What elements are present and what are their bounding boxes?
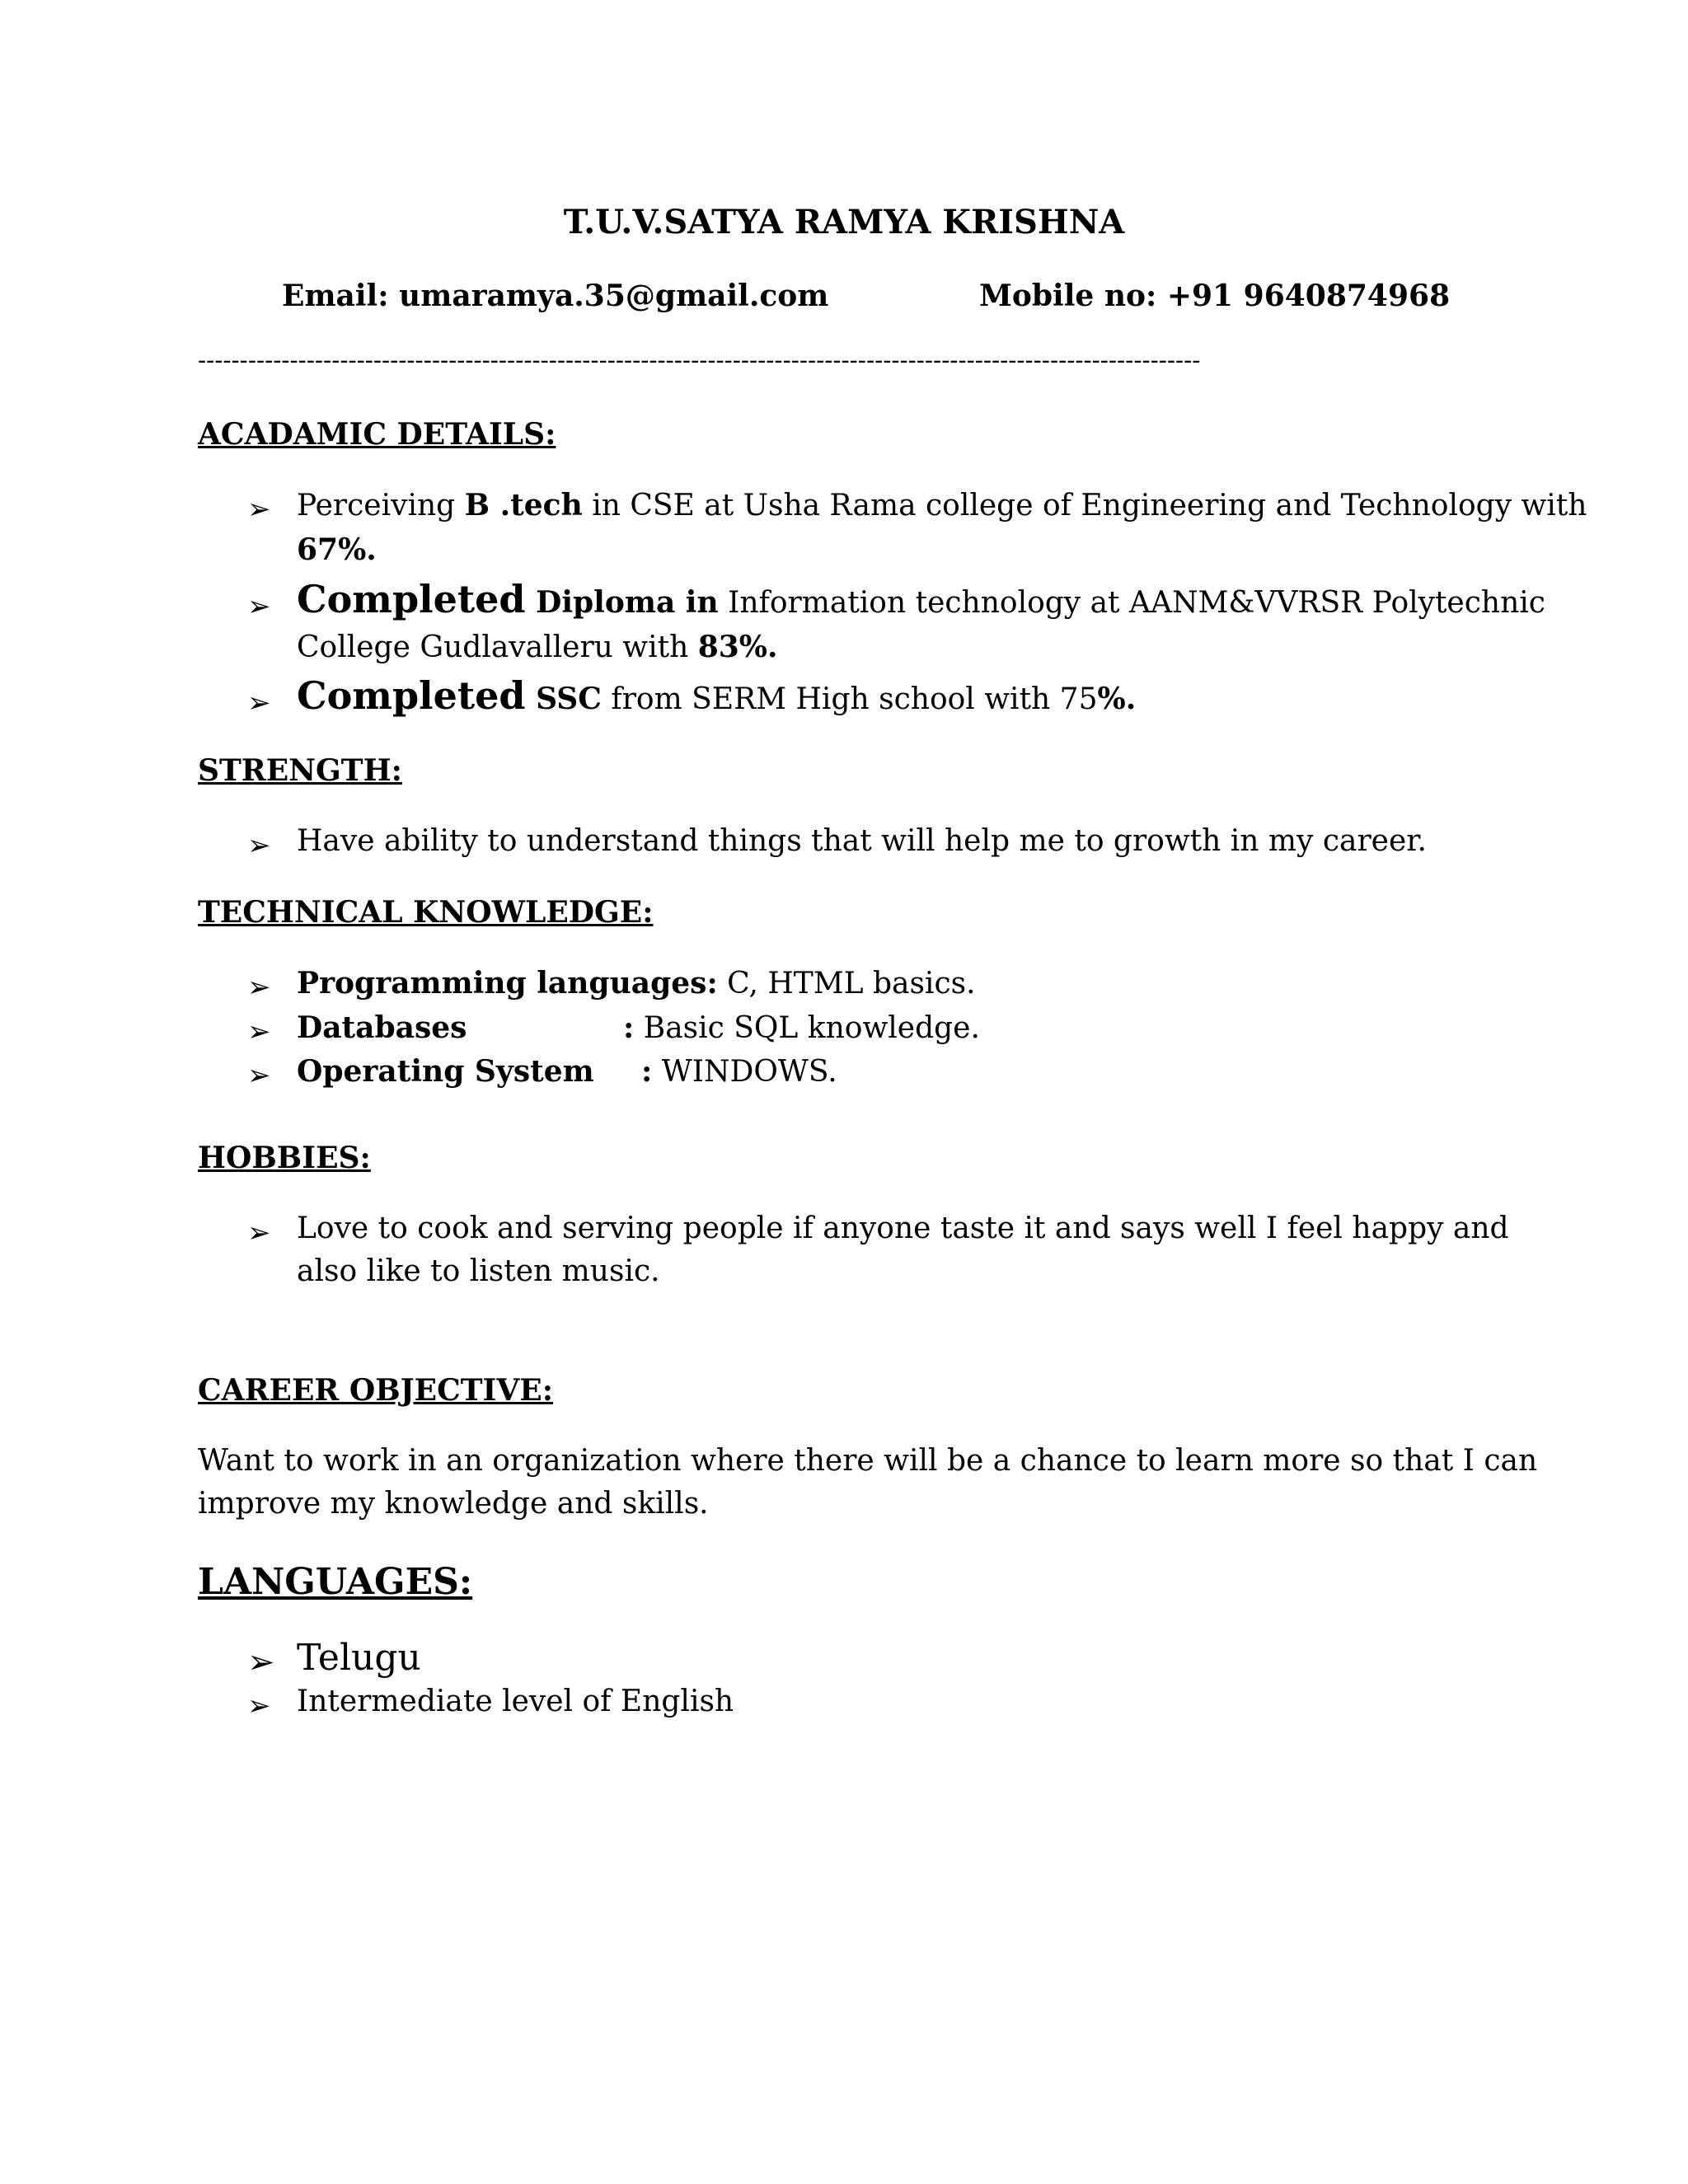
candidate-name: T.U.V.SATYA RAMYA KRISHNA bbox=[563, 203, 1125, 241]
language-english: Intermediate level of English bbox=[297, 1685, 734, 1718]
career-heading: CAREER OBJECTIVE: bbox=[198, 1373, 554, 1408]
academic-item-btech: Perceiving B .tech in CSE at Usha Rama college of Engineering and Technology with bbox=[297, 488, 1587, 523]
academic-item-btech-percent: 67%. bbox=[297, 532, 377, 567]
hobbies-line-1: Love to cook and serving people if anyone taste it and says well I feel happy and bbox=[297, 1212, 1509, 1245]
email-label: Email: bbox=[282, 279, 389, 313]
technical-heading: TECHNICAL KNOWLEDGE: bbox=[198, 895, 654, 930]
strength-heading: STRENGTH: bbox=[198, 753, 402, 788]
tech-databases-value: : Basic SQL knowledge. bbox=[623, 1010, 980, 1045]
arrowhead-bullet-icon: ➢ bbox=[247, 687, 271, 719]
language-telugu: Telugu bbox=[297, 1637, 421, 1679]
divider-line: ------------------------------------------------------------------------------------------------------------------------ bbox=[198, 346, 1201, 375]
tech-databases-label: Databases bbox=[297, 1010, 467, 1045]
mobile-line bbox=[979, 279, 1450, 313]
tech-os-label: Operating System bbox=[297, 1054, 594, 1089]
career-line-1: Want to work in an organization where there will be a chance to learn more so that I can bbox=[198, 1444, 1538, 1478]
arrowhead-bullet-icon: ➢ bbox=[247, 1216, 271, 1249]
academic-item-ssc: Completed SSC from SERM High school with 75%. bbox=[297, 673, 1137, 718]
tech-programming: Programming languages: C, HTML basics. bbox=[297, 966, 976, 1001]
arrowhead-bullet-icon: ➢ bbox=[247, 1015, 271, 1048]
strength-item: Have ability to understand things that will help me to growth in my career. bbox=[297, 824, 1427, 858]
academic-heading: ACADAMIC DETAILS: bbox=[198, 417, 556, 452]
tech-os-value: : WINDOWS. bbox=[641, 1054, 837, 1089]
arrowhead-bullet-icon: ➢ bbox=[247, 829, 271, 862]
email-line bbox=[282, 279, 828, 313]
career-line-2: improve my knowledge and skills. bbox=[198, 1487, 709, 1521]
arrowhead-bullet-icon: ➢ bbox=[247, 1643, 275, 1681]
arrowhead-bullet-icon: ➢ bbox=[247, 493, 271, 526]
email-value: umaramya.35@gmail.com bbox=[399, 279, 829, 313]
mobile-value: +91 9640874968 bbox=[1166, 279, 1451, 313]
languages-heading: LANGUAGES: bbox=[198, 1561, 473, 1603]
arrowhead-bullet-icon: ➢ bbox=[247, 590, 271, 623]
arrowhead-bullet-icon: ➢ bbox=[247, 971, 271, 1004]
arrowhead-bullet-icon: ➢ bbox=[247, 1059, 271, 1092]
hobbies-heading: HOBBIES: bbox=[198, 1141, 371, 1175]
mobile-label: Mobile no: bbox=[979, 279, 1157, 313]
hobbies-line-2: also like to listen music. bbox=[297, 1254, 660, 1288]
academic-item-diploma-college: College Gudlavalleru with 83%. bbox=[297, 630, 778, 664]
academic-item-diploma: Completed Diploma in Information technology at AANM&VVRSR Polytechnic bbox=[297, 577, 1545, 621]
arrowhead-bullet-icon: ➢ bbox=[247, 1690, 271, 1722]
